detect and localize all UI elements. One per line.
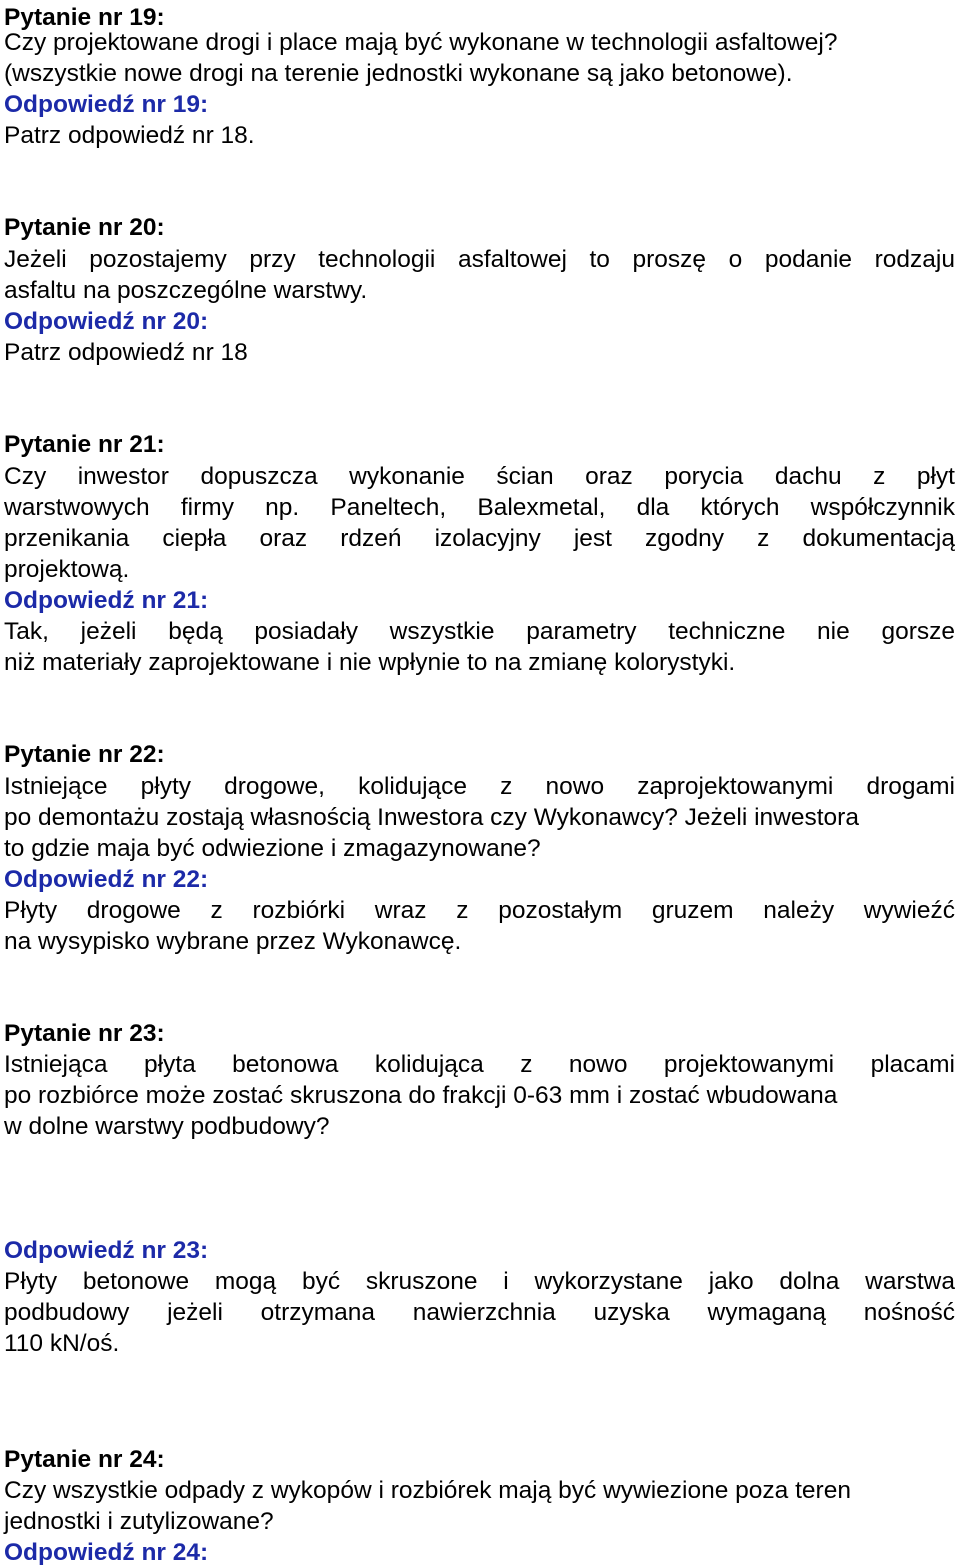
answer-19-text-line-1: Patrz odpowiedź nr 18. [4, 122, 255, 149]
answer-22-text-line-2: na wysypisko wybrane przez Wykonawcę. [4, 928, 462, 955]
answer-20-heading: Odpowiedź nr 20: [4, 308, 209, 335]
question-22-text-line-2: po demontażu zostają własnością Inwestora czy Wykonawcy? Jeżeli inwestora [4, 804, 859, 831]
question-22-text-line-3: to gdzie maja być odwiezione i zmagazynowane? [4, 835, 541, 862]
answer-19-heading: Odpowiedź nr 19: [4, 91, 209, 118]
answer-23-heading: Odpowiedź nr 23: [4, 1237, 209, 1264]
question-20-text-line-1: Jeżeli pozostajemy przy technologii asfaltowej to proszę o podanie rodzaju [4, 246, 955, 273]
question-19-heading: Pytanie nr 19: [4, 4, 165, 31]
answer-22-text-line-1: Płyty drogowe z rozbiórki wraz z pozostałym gruzem należy wywieźć [4, 897, 955, 924]
question-23-text-line-3: w dolne warstwy podbudowy? [4, 1113, 330, 1140]
answer-23-text-line-3: 110 kN/oś. [4, 1330, 120, 1357]
question-24-text-line-2: jednostki i zutylizowane? [4, 1508, 274, 1535]
question-24-heading: Pytanie nr 24: [4, 1446, 165, 1473]
question-21-text-line-3: przenikania ciepła oraz rdzeń izolacyjny jest zgodny z dokumentacją [4, 525, 955, 552]
question-19-text-line-1: Czy projektowane drogi i place mają być wykonane w technologii asfaltowej? [4, 29, 838, 56]
answer-20-text-line-1: Patrz odpowiedź nr 18 [4, 339, 248, 366]
question-20-text-line-2: asfaltu na poszczególne warstwy. [4, 277, 368, 304]
answer-23-text-line-1: Płyty betonowe mogą być skruszone i wykorzystane jako dolna warstwa [4, 1268, 955, 1295]
answer-23-text-line-2: podbudowy jeżeli otrzymana nawierzchnia uzyska wymaganą nośność [4, 1299, 955, 1326]
answer-21-text-line-2: niż materiały zaprojektowane i nie wpłynie to na zmianę kolorystyki. [4, 649, 736, 676]
question-22-text-line-1: Istniejące płyty drogowe, kolidujące z nowo zaprojektowanymi drogami [4, 773, 955, 800]
answer-21-text-line-1: Tak, jeżeli będą posiadały wszystkie parametry techniczne nie gorsze [4, 618, 955, 645]
question-21-heading: Pytanie nr 21: [4, 431, 165, 458]
question-21-text-line-4: projektową. [4, 556, 130, 583]
question-23-text-line-2: po rozbiórce może zostać skruszona do frakcji 0-63 mm i zostać wbudowana [4, 1082, 838, 1109]
question-23-text-line-1: Istniejąca płyta betonowa kolidująca z nowo projektowanymi placami [4, 1051, 955, 1078]
question-22-heading: Pytanie nr 22: [4, 741, 165, 768]
answer-24-heading: Odpowiedź nr 24: [4, 1539, 209, 1566]
question-19-text-line-2: (wszystkie nowe drogi na terenie jednostki wykonane są jako betonowe). [4, 60, 793, 87]
question-21-text-line-2: warstwowych firmy np. Paneltech, Balexmetal, dla których współczynnik [4, 494, 955, 521]
answer-22-heading: Odpowiedź nr 22: [4, 866, 209, 893]
question-21-text-line-1: Czy inwestor dopuszcza wykonanie ścian oraz porycia dachu z płyt [4, 463, 955, 490]
question-20-heading: Pytanie nr 20: [4, 214, 165, 241]
question-24-text-line-1: Czy wszystkie odpady z wykopów i rozbiórek mają być wywiezione poza teren [4, 1477, 851, 1504]
answer-21-heading: Odpowiedź nr 21: [4, 587, 209, 614]
question-23-heading: Pytanie nr 23: [4, 1020, 165, 1047]
